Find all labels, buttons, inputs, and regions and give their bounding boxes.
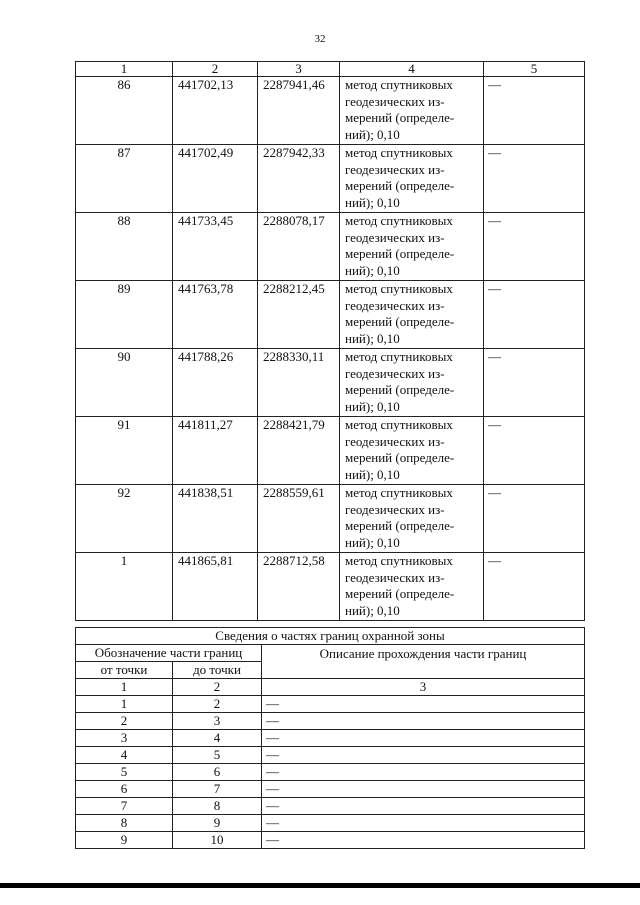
from-point: 5 [76,764,173,781]
to-point: 3 [173,713,262,730]
to-point: 5 [173,747,262,764]
method-line: метод спутниковых [345,553,453,568]
part-description: — [262,713,585,730]
method-line: геодезических из- [345,365,445,381]
page-number: 32 [314,33,326,45]
parts-numbering-row [76,679,585,696]
method-line: метод спутниковых [345,485,453,500]
column-number-row [76,62,585,77]
column-header: 4 [340,62,484,77]
to-point: 10 [173,832,262,849]
y-coordinate: 2288212,45 [258,281,340,349]
method-description [340,417,484,485]
point-row [76,349,585,417]
part-description: — [262,764,585,781]
x-coordinate: 441733,45 [173,213,258,281]
column-number: 2 [173,679,262,696]
boundary-part-row [76,730,585,747]
point-row [76,417,585,485]
note-value: — [484,417,585,485]
boundary-part-row [76,815,585,832]
point-row [76,485,585,553]
y-coordinate: 2288712,58 [258,553,340,621]
method-line: метод спутниковых [345,213,453,228]
x-coordinate: 441838,51 [173,485,258,553]
x-coordinate: 441865,81 [173,553,258,621]
from-point-header: от точки [76,662,173,679]
part-description: — [262,798,585,815]
method-line: ний); 0,10 [345,262,400,278]
point-number: 90 [76,349,173,417]
coordinates-table [75,61,585,621]
method-line: геодезических из- [345,229,445,245]
column-header: 2 [173,62,258,77]
part-description: — [262,696,585,713]
x-coordinate: 441763,78 [173,281,258,349]
method-line: геодезических из- [345,93,445,109]
part-description: — [262,747,585,764]
note-value: — [484,553,585,621]
point-row [76,553,585,621]
point-number: 86 [76,77,173,145]
method-line: геодезических из- [345,501,445,517]
x-coordinate: 441788,26 [173,349,258,417]
note-value: — [484,485,585,553]
y-coordinate: 2288078,17 [258,213,340,281]
boundary-part-row [76,713,585,730]
y-coordinate: 2287941,46 [258,77,340,145]
point-number: 91 [76,417,173,485]
point-row [76,281,585,349]
section-title-row [76,628,585,645]
method-line: геодезических из- [345,569,445,585]
y-coordinate: 2287942,33 [258,145,340,213]
to-point: 7 [173,781,262,798]
part-description: — [262,832,585,849]
point-row [76,77,585,145]
method-line: ний); 0,10 [345,330,400,346]
column-number: 3 [262,679,585,696]
method-line: метод спутниковых [345,145,453,160]
method-line: ний); 0,10 [345,126,400,142]
description-header: Описание прохождения части границ [262,645,585,679]
boundary-part-row [76,798,585,815]
section-title: Сведения о частях границ охранной зоны [76,628,585,645]
column-header: 3 [258,62,340,77]
boundary-part-row [76,747,585,764]
method-line: метод спутниковых [345,417,453,432]
part-description: — [262,730,585,747]
method-line: метод спутниковых [345,281,453,296]
method-line: геодезических из- [345,297,445,313]
to-point: 2 [173,696,262,713]
column-header: 1 [76,62,173,77]
method-line: метод спутниковых [345,77,453,92]
method-line: мерений (определе- [345,178,455,193]
part-description: — [262,781,585,798]
to-point: 4 [173,730,262,747]
method-line: мерений (определе- [345,314,455,329]
method-description [340,281,484,349]
from-point: 3 [76,730,173,747]
note-value: — [484,213,585,281]
method-line: ний); 0,10 [345,466,400,482]
point-number: 1 [76,553,173,621]
method-line: ний); 0,10 [345,398,400,414]
boundary-part-row [76,781,585,798]
method-line: ний); 0,10 [345,194,400,210]
to-point-header: до точки [173,662,262,679]
method-line: геодезических из- [345,433,445,449]
y-coordinate: 2288330,11 [258,349,340,417]
note-value: — [484,349,585,417]
from-point: 2 [76,713,173,730]
from-point: 7 [76,798,173,815]
method-line: метод спутниковых [345,349,453,364]
method-line: геодезических из- [345,161,445,177]
from-point: 4 [76,747,173,764]
boundary-part-row [76,832,585,849]
from-point: 9 [76,832,173,849]
from-point: 8 [76,815,173,832]
method-line: ний); 0,10 [345,602,400,618]
method-description [340,213,484,281]
designation-header: Обозначение части границ [76,645,262,662]
note-value: — [484,77,585,145]
y-coordinate: 2288559,61 [258,485,340,553]
point-number: 87 [76,145,173,213]
method-line: мерений (определе- [345,382,455,397]
y-coordinate: 2288421,79 [258,417,340,485]
method-line: мерений (определе- [345,110,455,125]
boundary-part-row [76,764,585,781]
method-description [340,145,484,213]
to-point: 9 [173,815,262,832]
method-line: мерений (определе- [345,450,455,465]
method-line: ний); 0,10 [345,534,400,550]
part-description: — [262,815,585,832]
method-description [340,553,484,621]
column-header: 5 [484,62,585,77]
to-point: 8 [173,798,262,815]
method-description [340,485,484,553]
method-line: мерений (определе- [345,518,455,533]
designation-header-row [76,645,585,662]
method-description [340,349,484,417]
method-line: мерений (определе- [345,246,455,261]
method-line: мерений (определе- [345,586,455,601]
from-point: 1 [76,696,173,713]
from-point: 6 [76,781,173,798]
column-number: 1 [76,679,173,696]
boundary-part-row [76,696,585,713]
method-description [340,77,484,145]
point-number: 89 [76,281,173,349]
x-coordinate: 441702,13 [173,77,258,145]
point-row [76,145,585,213]
x-coordinate: 441811,27 [173,417,258,485]
footer-rule [0,883,640,888]
point-number: 88 [76,213,173,281]
boundary-parts-table [75,627,585,849]
point-row [76,213,585,281]
point-number: 92 [76,485,173,553]
x-coordinate: 441702,49 [173,145,258,213]
note-value: — [484,281,585,349]
to-point: 6 [173,764,262,781]
note-value: — [484,145,585,213]
